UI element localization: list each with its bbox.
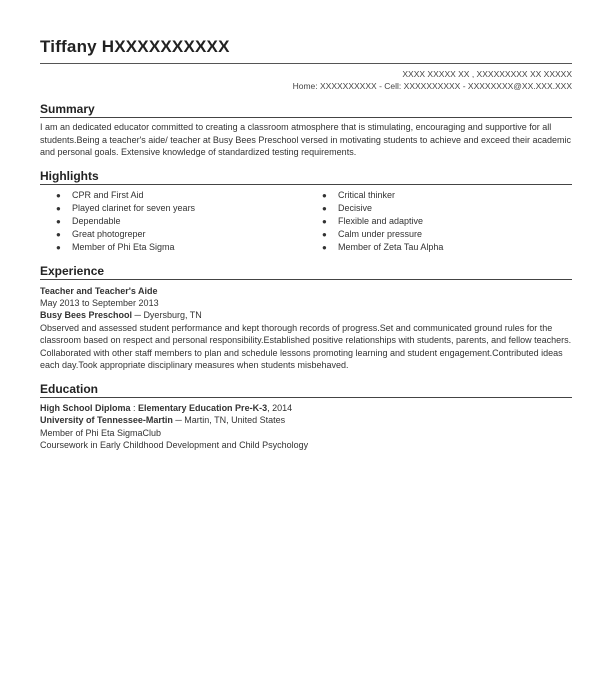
highlight-item: ● Great photogreper: [56, 228, 146, 239]
bullet-icon: ●: [56, 242, 61, 252]
education-detail: Member of Phi Eta SigmaClub: [40, 427, 162, 438]
highlight-item: ● Member of Zeta Tau Alpha: [322, 241, 444, 252]
school-location: Martin, TN, United States: [184, 415, 286, 425]
company-name: Busy Bees Preschool: [40, 309, 133, 320]
candidate-name: Tiffany HXXXXXXXXXX: [40, 37, 230, 56]
experience-heading: Experience: [40, 264, 572, 280]
bullet-icon: ●: [322, 190, 327, 200]
summary-heading: Summary: [40, 102, 572, 118]
degree-line: [40, 402, 572, 415]
cell-phone: XXXXXXXXXX: [403, 81, 461, 91]
job-location: Dyersburg, TN: [143, 309, 202, 320]
email-address: XXXXXXXX@XX.XXX.XXX: [467, 81, 572, 91]
education-heading: Education: [40, 382, 572, 398]
job-title: Teacher and Teacher's Aide: [40, 285, 158, 296]
highlight-item: ● Dependable: [56, 215, 121, 226]
school-name: University of Tennessee-Martin: [40, 415, 173, 425]
highlight-item: ● Decisive: [322, 202, 373, 213]
highlight-item: ● Critical thinker: [322, 189, 396, 200]
dash-separator: ─: [172, 415, 185, 425]
contact-block: [40, 68, 572, 92]
contact-separator: -: [460, 81, 468, 91]
degree-field: Elementary Education Pre-K-3: [138, 402, 268, 413]
highlight-item: ● Member of Phi Eta Sigma: [56, 241, 175, 252]
job-company-line: [40, 309, 572, 321]
phone-email-line: [40, 80, 572, 92]
address-line: XXXX XXXXX XX , XXXXXXXXX XX XXXXX: [402, 69, 572, 79]
highlight-item: ● Calm under pressure: [322, 228, 423, 239]
highlights-right-column: [306, 189, 572, 254]
bullet-icon: ●: [56, 203, 61, 213]
education-detail: Coursework in Early Childhood Development and Child Psychology: [40, 440, 309, 450]
contact-separator: -: [376, 81, 385, 91]
job-dates: May 2013 to September 2013: [40, 297, 159, 308]
degree-name: High School Diploma: [40, 402, 131, 413]
summary-text: I am an dedicated educator committed to creating a classroom atmosphere that is stimulating, encouraging and supportive for all students.Being a teacher's aide/ teacher at Busy Bees Preschool versed in motivating students to achieve and exceed their academic and personal goals. Extensive knowledge of standardized testing requirements.: [40, 122, 572, 157]
name-divider: [40, 63, 572, 64]
bullet-icon: ●: [322, 216, 327, 226]
bullet-icon: ●: [56, 229, 61, 239]
resume-page: [40, 0, 572, 452]
degree-year: , 2014: [267, 402, 293, 413]
cell-label: Cell:: [384, 81, 402, 91]
degree-separator: :: [130, 402, 139, 413]
dash-separator: ─: [132, 309, 144, 320]
bullet-icon: ●: [322, 229, 327, 239]
highlight-item: ● CPR and First Aid: [56, 189, 144, 200]
bullet-icon: ●: [56, 216, 61, 226]
highlights-heading: Highlights: [40, 169, 572, 185]
home-label: Home:: [292, 81, 318, 91]
home-phone: XXXXXXXXXX: [320, 81, 377, 91]
school-line: [40, 414, 572, 427]
bullet-icon: ●: [322, 203, 327, 213]
highlights-left-column: [40, 189, 306, 254]
bullet-icon: ●: [322, 242, 327, 252]
highlight-item: ● Flexible and adaptive: [322, 215, 424, 226]
highlights-list: [40, 189, 572, 254]
bullet-icon: ●: [56, 190, 61, 200]
highlight-item: ● Played clarinet for seven years: [56, 202, 196, 213]
job-description: Observed and assessed student performance and kept thorough records of progress.Set and communicated ground rules for the classroom based on respect and personal responsibility.Established positive relationships with students, parents, and fellow teachers. Collaborated with other staff members to plan and schedule lessons promoting learning and student engagement.Contributed ideas each day.Took appropriate disciplinary measures when students misbehaved.: [40, 322, 572, 370]
